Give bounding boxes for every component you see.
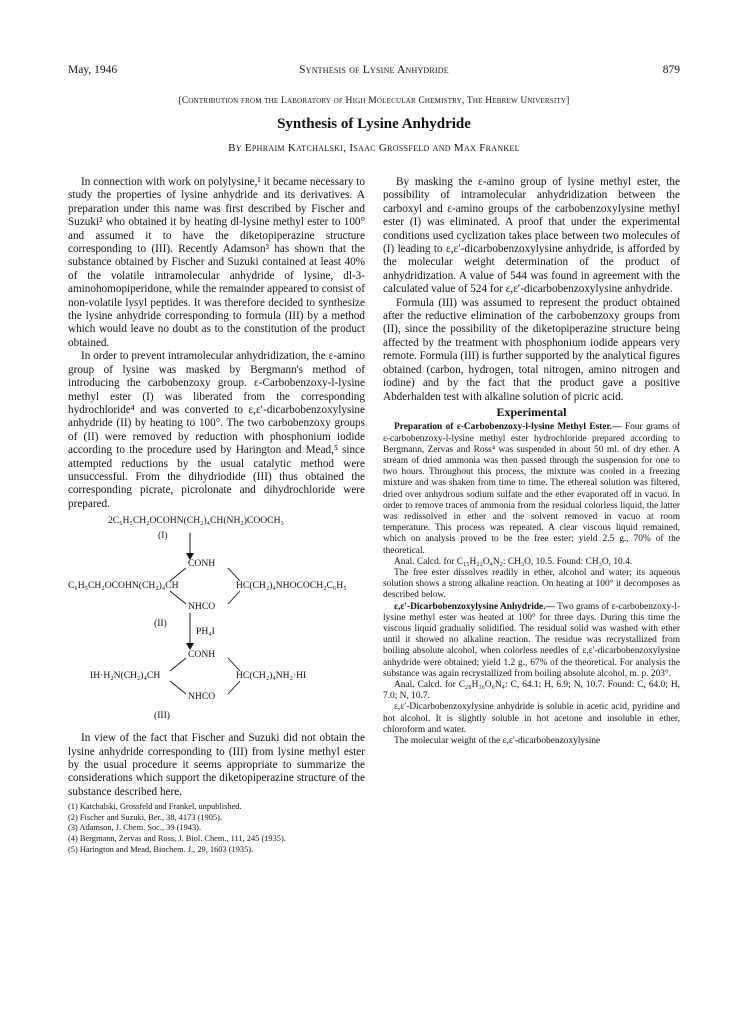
paragraph: By masking the ε-amino group of lysine methyl ester, the possibility of intramolecular anhydridization between the carboxyl and ε-amino groups of the carbobenzoxylysine methyl ester (I) was eliminated. A proof that under the experimental conditions used cyclization takes place between two molecules of (I) leading to ε,ε′-dicarbobenzoxylysine anhydride, is afforded by the molecular weight determination of the product of anhydridization. A value of 544 was found in agreement with the calculated value of 524 for ε,ε′-dicarbobenzoxylysine anhydride. [383,176,680,296]
footnote: (2) Fischer and Suzuki, Ber., 38, 4173 (1905). [68,812,222,822]
reagent-label: PH₄I [196,626,215,638]
paragraph: ε,ε′-Dicarbobenzoxylysine anhydride is soluble in acetic acid, pyridine and hot alcohol. It is slightly soluble in hot acetone and insoluble in ether, chloroform and water. [383,702,680,735]
article-title: Synthesis of Lysine Anhydride [277,116,471,132]
formula-II-top: CONH [188,558,216,570]
running-header [68,64,680,80]
formula-III-top: CONH [188,649,216,661]
paragraph: In order to prevent intramolecular anhydridization, the ε-amino group of lysine was masked by Bergmann's method of introducing the carbobenzoxy group. ε-Carbobenzoxy-l-lysine methyl ester (I) was liberated from the corresponding hydrochloride⁴ and was converted to ε,ε′-dicarbobenzoxylysine anhydride (II) by heating to 100°. The two carbobenzoxy groups of (II) were removed by reduction with phosphonium iodide according to the procedure used by Harington and Mead,⁵ since attempted reductions by the usual catalytic method were unsuccessful. From the dihydriodide (III) thus obtained the corresponding picrate, picrolonate and dihydrochloride were prepared. [68,350,365,510]
formula-III-bottom: NHCO [188,691,216,703]
formula-II-right: HC(CH₂)₄NHOCOCH₂C₆H₅ [236,580,347,592]
formula-III-right: HC(CH₂)₄NH₂·HI [236,670,307,682]
formula-II-bottom: NHCO [188,601,216,613]
label-II: (II) [154,618,167,630]
header-running-title: Synthesis of Lysine Anhydride [299,64,449,76]
label-III: (III) [154,710,170,722]
contribution-line: [Contribution from the Laboratory of High Molecular Chemistry, The Hebrew University] [178,96,570,106]
paragraph: The molecular weight of the ε,ε′-dicarbobenzoxylysine [394,736,601,746]
paragraph: The free ester dissolves readily in ether, alcohol and water; its aqueous solution shows a strong alkaline reaction. On heating at 100° it decomposes as described below. [383,567,680,601]
analysis-line: Anal. Calcd. for C₁₅H₂₂O₄N₂: CH₃O, 10.5. Found: CH₃O, 10.4. [394,556,633,567]
footnote: (4) Bergmann, Zervas and Ross, J. Biol. Chem., 111, 245 (1935). [68,833,286,843]
footnotes [68,802,365,855]
footnote: (5) Harington and Mead, Biochem. J., 29, 1603 (1935). [68,844,254,854]
left-column [68,176,365,855]
label-I: (I) [158,530,168,542]
author-line: By Ephraim Katchalski, Isaac Grossfeld and Max Frankel [228,142,520,154]
scheme-lines [68,513,365,729]
footnote: (1) Katchalski, Grossfeld and Frankel, unpublished. [68,802,242,812]
paragraph: Formula (III) was assumed to represent the product obtained after the reductive elimination of the carbobenzoxy groups from (II), since the possibility of the diketopiperazine structure being affected by the treatment with phosphonium iodide appears very remote. Formula (III) is further supported by the analytical figures obtained (carbon, hydrogen, total nitrogen, amino nitrogen and iodine) and by the fact that the product gave a positive Abderhalden test with alkaline solution of picric acid. [383,296,680,403]
experimental-section [383,422,680,747]
right-column [383,176,680,747]
formula-I: 2C₆H₅CH₂OCOHN(CH₂)₄CH(NH₂)COOCH₃ [108,515,284,527]
analysis-line: Anal. Calcd. for C₂₈H₃₆O₆N₄: C, 64.1; H, 6.9; N, 10.7. Found: C, 64.0; H, 7.0; N, 10.7. [383,679,680,702]
paragraph-text: Two grams of ε-carbobenzoxy-l-lysine methyl ester was heated at 100° for three days. During this time the viscous liquid gradually solidified. The residual solid was washed with ether until it showed no alkaline reaction. The residue was recrystallized from boiling absolute alcohol, when colorless needles of ε,ε′-dicarbobenzoxylysine anhydride were obtained; yield 1.2 g., 67% of the theoretical. For analysis the substance was again recrystallized from boiling absolute alcohol, m. p. 203°. [383,601,680,679]
subheading: Preparation of ε-Carbobenzoxy-l-lysine Methyl Ester.— [394,422,622,433]
section-heading-experimental: Experimental [496,404,567,419]
subheading: ε,ε′-Dicarbobenzoxylysine Anhydride.— [394,601,555,612]
header-date: May, 1946 [68,64,118,76]
formula-II-left: C₆H₅CH₂OCOHN(CH₂)₄CH [68,580,179,592]
paragraph: In view of the fact that Fischer and Suzuki did not obtain the lysine anhydride corresponding to (III) from lysine methyl ester by the usual procedure it seems appropriate to summarize the considerations which support the diketopiperazine structure of the substance described here. [68,732,365,798]
footnote: (3) Adamson, J. Chem. Soc., 39 (1943). [68,823,202,833]
paragraph-text: Four grams of ε-carbobenzoxy-l-lysine methyl ester hydrochloride prepared according to Bergmann, Zervas and Ross⁴ was suspended in about 50 ml. of dry ether. A stream of dried ammonia was then passed through the suspension for one to two hours. Throughout this process, the mixture was cooled in a freezing mixture and was shaken from time to time. The ethereal solution was filtered, dried over anhydrous sodium sulfate and the ether evaporated off in vacuo. In order to remove traces of ammonia from the residual colorless liquid, the latter was redissolved in ether and the solvent removed in vacuo at room temperature. This process was repeated. A clear viscous liquid remained, which on analysis proved to be the free ester; yield 2.5 g., 70% of the theoretical. [383,422,681,556]
header-page-number: 879 [662,64,680,76]
formula-III-left: IH·H₂N(CH₂)₄CH [90,670,161,682]
reaction-scheme [68,513,365,729]
paragraph: In connection with work on polylysine,¹ it became necessary to study the properties of lysine anhydride and its derivatives. A preparation under this name was first described by Fischer and Suzuki² who obtained it by heating dl-lysine methyl ester to 100° and assumed it to have the diketopiperazine structure corresponding to (III). Recently Adamson³ has shown that the substance obtained by Fischer and Suzuki contained at least 40% of the volatile intramolecular anhydride of lysine, dl-3-aminohomopiperidone, while the remainder appeared to consist of non-volatile lysyl peptides. It was therefore decided to synthesize the lysine anhydride corresponding to formula (III) by a method which would leave no doubt as to the constitution of the product obtained. [68,176,365,349]
